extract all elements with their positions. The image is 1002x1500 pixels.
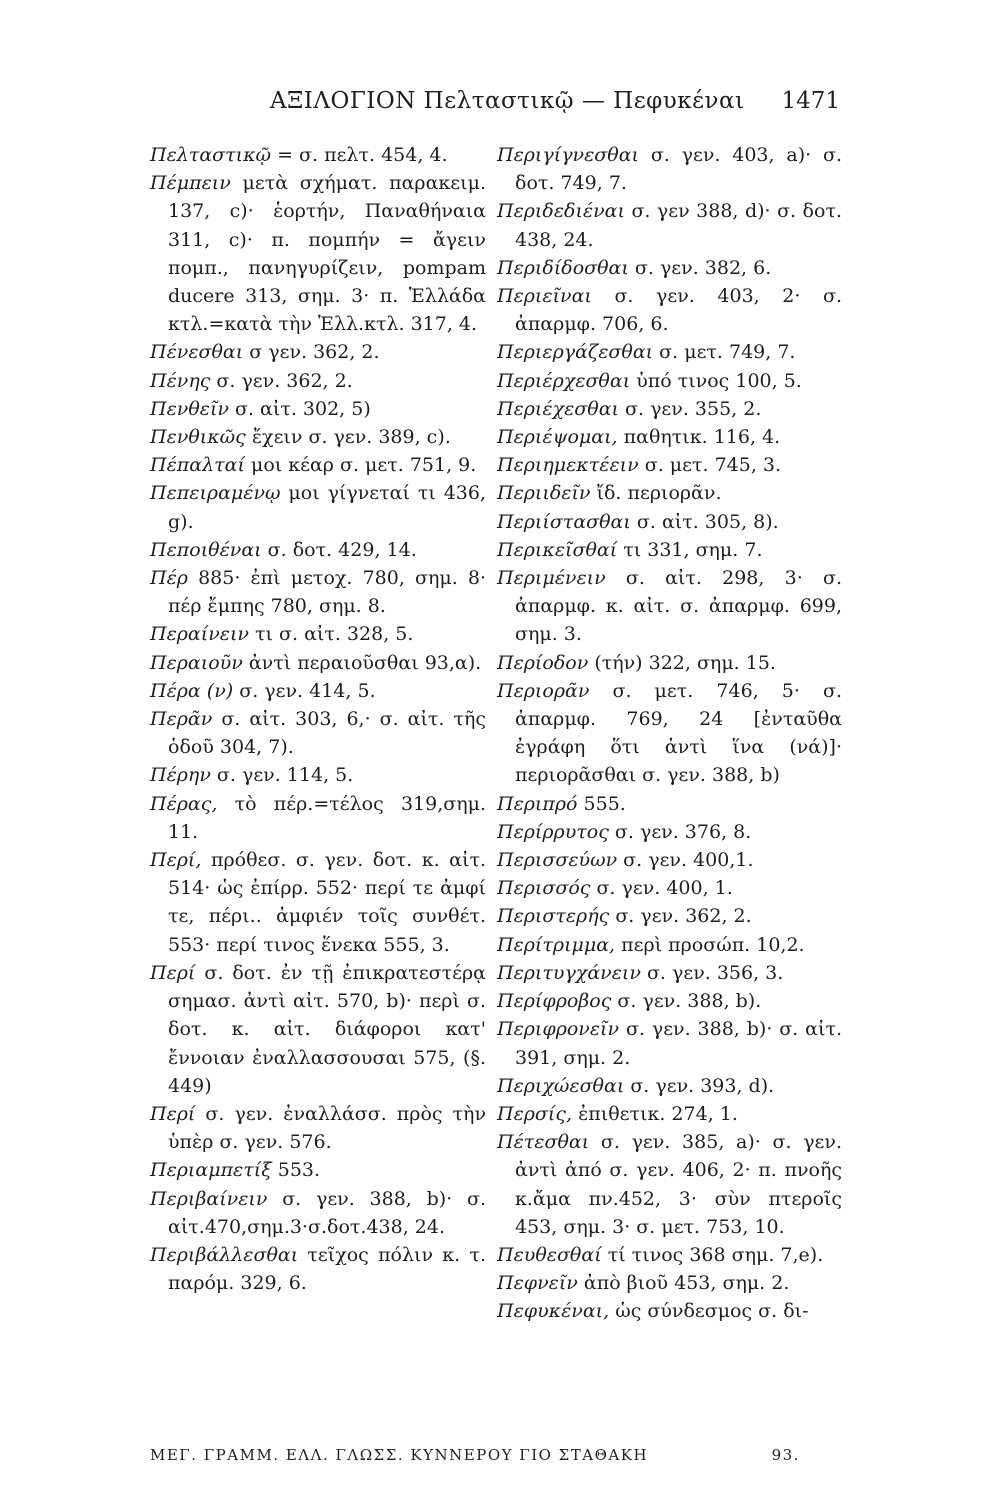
sheet-number: 93.	[771, 1446, 800, 1464]
page-footer	[150, 1446, 840, 1474]
entry-lemma: Περίρρυτος	[497, 820, 609, 843]
entry-references: μετὰ σχήματ. παρακειμ. 137, c)· ἑορτήν, Παναθήναια 311, c)· π. πομπήν = ἄγειν πομπ., πανηγυρίζειν, pompam ducere 313, σημ. 3· π. Ἑλλάδα κτλ.=κατὰ τὴν Ἑλλ.κτλ. 317, 4.	[168, 172, 486, 336]
entry-lemma: Πέρα (ν)	[150, 679, 234, 702]
entry-references: 555.	[583, 792, 626, 815]
entry-lemma: Περικεῖσθαί	[497, 538, 618, 561]
index-entry	[497, 846, 842, 874]
entry-references: σ. γεν. 414, 5.	[239, 679, 376, 702]
entry-lemma: Περιμένειν	[497, 567, 606, 590]
index-entry	[150, 846, 486, 959]
entry-references: σ. γεν. ἐναλλάσσ. πρὸς τὴν ὑπὲρ σ. γεν. 576.	[168, 1102, 486, 1154]
entry-references: σ. γεν 388, d)· σ. δοτ. 438, 24.	[515, 200, 842, 251]
entry-lemma: Περιημεκτέειν	[497, 454, 639, 477]
index-entry	[150, 1100, 486, 1156]
entry-lemma: Πέρας,	[150, 792, 218, 815]
index-entry	[497, 451, 842, 479]
entry-references: παθητικ. 116, 4.	[623, 426, 781, 449]
index-entry	[497, 818, 842, 846]
entry-lemma: Περιέρχεσθαι	[497, 369, 631, 392]
entry-references: ἀπὸ βιοῦ 453, σημ. 2.	[583, 1272, 790, 1295]
entry-lemma: Περιφρονεῖν	[497, 1018, 620, 1041]
entry-references: ἔχειν σ. γεν. 389, c).	[251, 426, 451, 449]
entry-lemma: Περαιοῦν	[150, 651, 243, 674]
entry-references: (τήν) 322, σημ. 15.	[594, 651, 776, 674]
index-entry	[497, 508, 842, 536]
entry-references: τί τινος 368 σημ. 7,e).	[607, 1243, 824, 1266]
index-entry	[497, 479, 842, 507]
entry-references: σ. γεν. 362, 2.	[216, 369, 353, 392]
index-entry	[497, 141, 842, 197]
entry-references: 885· ἐπὶ μετοχ. 780, σημ. 8· πέρ ἔμπης 780, σημ. 8.	[168, 567, 486, 618]
entry-references: σ γεν. 362, 2.	[249, 341, 380, 364]
entry-lemma: Περίτριμμα,	[497, 933, 616, 956]
entry-references: σ. αἰτ. 298, 3· σ. ἀπαρμφ. κ. αἰτ. σ. ἀπαρμφ. 699, σημ. 3.	[515, 567, 842, 646]
index-entry	[150, 1241, 486, 1297]
entry-references: τεῖχος πόλιν κ. τ. παρόμ. 329, 6.	[168, 1243, 486, 1295]
entry-references: σ. γεν. 403, a)· σ. δοτ. 749, 7.	[515, 144, 842, 195]
entry-lemma: Περιβαίνειν	[150, 1187, 268, 1210]
entry-references: σ. γεν. 385, a)· σ. γεν. ἀντὶ ἀπό σ. γεν. 406, 2· π. πνοῆς κ.ἄμα πν.452, 3· σὺν πτεροῖς 453, σημ. 3· σ. μετ. 753, 10.	[515, 1131, 842, 1238]
index-entry	[497, 197, 842, 253]
entry-lemma: Πεποιθέναι	[150, 538, 262, 561]
index-entry	[150, 536, 486, 564]
entry-references: σ. γεν. 400, 1.	[596, 877, 733, 900]
index-entry	[497, 254, 842, 282]
entry-lemma: Πέρ	[150, 567, 188, 590]
entry-lemma: Περιπρό	[497, 792, 578, 815]
entry-references: τι 331, σημ. 7.	[623, 538, 763, 561]
index-entry	[497, 367, 842, 395]
entry-lemma: Περί	[150, 961, 196, 984]
index-entry	[497, 423, 842, 451]
index-entry	[497, 1128, 842, 1241]
entry-references: σ. γεν. 393, d).	[630, 1074, 775, 1097]
index-entry	[150, 423, 486, 451]
entry-lemma: Πενθικῶς	[150, 426, 246, 449]
entry-lemma: Περιέχεσθαι	[497, 397, 619, 420]
entry-lemma: Πελταστικῷ	[150, 144, 272, 166]
page-header	[150, 88, 840, 128]
entry-lemma: Πέρην	[150, 764, 211, 787]
entry-references: σ. γεν. 376, 8.	[614, 820, 752, 843]
entry-references: μοι γίγνεταί τι 436, g).	[168, 482, 487, 533]
index-entry	[150, 620, 486, 648]
entry-references: σ. μετ. 746, 5· σ. ἀπαρμφ. 769, 24 [ἐνταῦθα ἐγράφη ὅτι ἀντὶ ἵνα (νά)]· περιορᾶσθαι σ. γεν. 388, b)	[515, 679, 842, 787]
index-entry	[497, 874, 842, 902]
entry-lemma: Περί	[150, 1102, 196, 1125]
entry-lemma: Περιβάλλεσθαι	[150, 1243, 299, 1266]
entry-references: σ. μετ. 749, 7.	[659, 341, 796, 364]
entry-references: ὑπό τινος 100, 5.	[636, 369, 802, 392]
entry-references: σ. γεν. 388, b).	[617, 990, 762, 1013]
entry-references: μοι κέαρ σ. μετ. 751, 9.	[250, 454, 477, 477]
entry-lemma: Περιτυγχάνειν	[497, 961, 641, 984]
entry-lemma: Περιαμπετίξ	[150, 1159, 272, 1182]
index-entry	[497, 1241, 842, 1269]
entry-lemma: Περᾶν	[150, 708, 213, 731]
index-entry	[150, 141, 486, 169]
entry-lemma: Πεφνεῖν	[497, 1272, 578, 1295]
printer-signature: ΜΕΓ. ΓΡΑΜΜ. ΕΛΛ. ΓΛΩΣΣ. ΚΥΝΝΕΡΟΥ ΓΙΟ ΣΤΑΘΑΚΗ	[150, 1446, 649, 1464]
index-entry	[150, 479, 486, 535]
index-entry	[150, 451, 486, 479]
entry-references: σ. γεν. 355, 2.	[625, 397, 762, 420]
entry-lemma: Περί,	[150, 849, 202, 872]
entry-lemma: Περιδίδοσθαι	[497, 256, 629, 279]
index-entry	[150, 705, 486, 761]
entry-lemma: Περιίστασθαι	[497, 510, 631, 533]
index-entry	[150, 169, 486, 338]
entry-lemma: Πενθεῖν	[150, 397, 229, 420]
entry-references: πρόθεσ. σ. γεν. δοτ. κ. αἰτ. 514· ὡς ἐπίρρ. 552· περί τε ἀμφί τε, πέρι.. ἀμφιέν τοῖς συνθέτ. 553· περί τινος ἕνεκα 555, 3.	[168, 849, 487, 956]
entry-lemma: Πεφυκέναι,	[497, 1300, 610, 1323]
index-entry	[150, 790, 486, 846]
index-entry	[497, 987, 842, 1015]
entry-lemma: Περισσός	[497, 877, 591, 900]
index-entry	[150, 649, 486, 677]
index-entry	[497, 902, 842, 930]
entry-lemma: Περιεργάζεσθαι	[497, 341, 654, 364]
entry-references: ὡς σύνδεσμος σ. δι-	[615, 1300, 809, 1323]
left-column	[150, 141, 486, 1297]
entry-lemma: Περιχώεσθαι	[497, 1074, 625, 1097]
entry-lemma: Πέμπειν	[150, 172, 231, 195]
entry-lemma: Περισσεύων	[497, 849, 618, 872]
index-entry	[150, 677, 486, 705]
entry-references: περὶ προσώπ. 10,2.	[621, 933, 805, 956]
index-entry	[150, 338, 486, 366]
entry-lemma: Περσίς,	[497, 1102, 573, 1125]
entry-references: τι σ. αἰτ. 328, 5.	[255, 623, 414, 646]
entry-lemma: Περιεῖναι	[497, 285, 592, 308]
entry-references: σ. γεν. 403, 2· σ. ἀπαρμφ. 706, 6.	[515, 285, 842, 336]
index-entry	[497, 677, 842, 790]
entry-lemma: Περαίνειν	[150, 623, 249, 646]
page-number: 1471	[781, 88, 840, 114]
entry-lemma: Περίφροβος	[497, 990, 612, 1013]
right-column	[497, 141, 842, 1326]
index-entry	[497, 338, 842, 366]
index-entry	[497, 959, 842, 987]
entry-references: ἴδ. περιορᾶν.	[596, 482, 722, 505]
entry-lemma: Περιδεδιέναι	[497, 200, 625, 223]
entry-references: σ. γεν. 114, 5.	[216, 764, 354, 787]
entry-lemma: Περιορᾶν	[497, 679, 590, 702]
index-entry	[150, 395, 486, 423]
entry-references: σ. μετ. 745, 3.	[644, 454, 782, 477]
entry-lemma: Πέπαλταί	[150, 454, 245, 477]
index-entry	[150, 564, 486, 620]
entry-lemma: Περίοδον	[497, 651, 589, 674]
index-entry	[497, 536, 842, 564]
entry-lemma: Περιστερής	[497, 905, 610, 928]
index-entry	[497, 1015, 842, 1071]
entry-references: σ. γεν. 388, b)· σ. αἰτ.470,σημ.3·σ.δοτ.438, 24.	[168, 1187, 486, 1238]
entry-references: σ. γεν. 362, 2.	[615, 905, 752, 928]
entry-references: = σ. πελτ. 454, 4.	[277, 144, 448, 166]
index-entry	[497, 282, 842, 338]
entry-references: σ. αἰτ. 305, 8).	[636, 510, 779, 533]
index-entry	[150, 1156, 486, 1184]
index-entry	[497, 1100, 842, 1128]
entry-references: σ. γεν. 356, 3.	[646, 961, 784, 984]
entry-lemma: Πέτεσθαι	[497, 1131, 590, 1154]
entry-references: σ. δοτ. ἐν τῇ ἐπικρατεστέρᾳ σημασ. ἀντὶ αἰτ. 570, b)· περὶ σ. δοτ. κ. αἰτ. διάφοροι κατ' ἔννοιαν ἐναλλασσουσαι 575, (§. 449)	[168, 961, 486, 1097]
entry-lemma: Πεπειραμένῳ	[150, 482, 281, 505]
index-entry	[150, 761, 486, 789]
index-entry	[150, 1185, 486, 1241]
index-entry	[150, 959, 486, 1100]
index-entry	[497, 931, 842, 959]
index-entry	[497, 395, 842, 423]
entry-lemma: Περιγίγνεσθαι	[497, 144, 639, 166]
index-entry	[497, 649, 842, 677]
index-entry	[497, 1269, 842, 1297]
entry-references: σ. γεν. 382, 6.	[634, 256, 772, 279]
index-entry	[497, 1297, 842, 1325]
index-entry	[497, 564, 842, 649]
entry-references: τὸ πέρ.=τέλος 319,σημ. 11.	[168, 792, 486, 843]
entry-references: ἐπιθετικ. 274, 1.	[578, 1102, 738, 1125]
entry-references: σ. αἰτ. 302, 5)	[235, 397, 371, 420]
entry-lemma: Πευθεσθαί	[497, 1243, 602, 1266]
entry-lemma: Πένεσθαι	[150, 341, 244, 364]
entry-references: σ. γεν. 388, b)· σ. αἰτ. 391, σημ. 2.	[515, 1018, 842, 1069]
entry-references: σ. δοτ. 429, 14.	[267, 538, 417, 561]
entry-lemma: Πένης	[150, 369, 211, 392]
running-head: ΑΞΙΛΟΓΙΟΝ Πελταστικῷ — Πεφυκέναι	[270, 88, 745, 114]
index-entry	[497, 790, 842, 818]
entry-references: 553.	[277, 1159, 321, 1182]
entry-lemma: Περιέψομαι,	[497, 426, 618, 449]
entry-references: ἀντὶ περαιοῦσθαι 93,α).	[248, 651, 482, 674]
index-entry	[150, 367, 486, 395]
index-entry	[497, 1072, 842, 1100]
entry-references: σ. γεν. 400,1.	[623, 849, 754, 872]
entry-references: σ. αἰτ. 303, 6,· σ. αἰτ. τῆς ὁδοῦ 304, 7).	[168, 708, 486, 759]
entry-lemma: Περιιδεῖν	[497, 482, 591, 505]
